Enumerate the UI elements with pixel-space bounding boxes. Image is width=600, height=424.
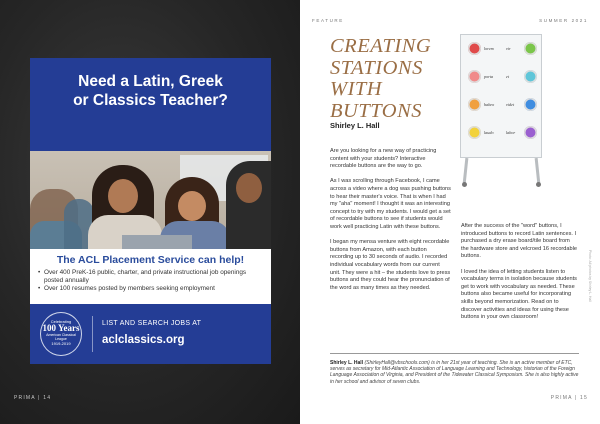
board-word: lorem	[484, 46, 494, 51]
paragraph: I began my mensa venture with eight recordable buttons from Amazon, with each button recording up to 30 seconds of audio. I recorded individual vocabulary words from our current unit. They were a hit – the students love to press buttons and they could hear the pronunciation of the word as many times as they needed.	[330, 239, 451, 291]
recordable-button-icon	[468, 98, 481, 111]
recordable-button-icon	[524, 70, 537, 83]
centennial-seal-icon	[40, 312, 82, 356]
board-wheel	[536, 182, 541, 187]
ad-headline	[30, 72, 271, 110]
photo-credit: Photo: All photos by Shirley L. Hall	[588, 250, 592, 302]
recordable-button-icon	[524, 98, 537, 111]
ad-divider	[92, 316, 93, 352]
board-word: porta	[484, 74, 494, 79]
photo-face	[236, 173, 262, 203]
title-line: STATIONS	[330, 56, 423, 79]
ad-cta: LIST AND SEARCH JOBS AT	[102, 320, 202, 327]
bio-text: (ShirleyHall@vbschools.com) is in her 21st year of teaching. She is an active member of ETC, serves as secretary for Mid-Atlantic Association of Language Learning and Technology, historian of the Foreign Language Association of Virginia, and President of the Tidewater Classical Symposium. She is also highly active in her school and advisor of seven clubs.	[330, 360, 579, 385]
seal-years: 1919-2019	[51, 341, 71, 346]
board-word: laudo	[484, 130, 494, 135]
author-byline: Shirley L. Hall	[330, 121, 380, 130]
recordable-button-icon	[524, 42, 537, 55]
title-line: BUTTONS	[330, 99, 422, 122]
issue-label: SUMMER 2021	[539, 18, 588, 23]
ad-service-title: The ACL Placement Service can help!	[56, 254, 245, 266]
ad-header	[30, 58, 271, 151]
recordable-button-icon	[524, 126, 537, 139]
seal-main: 100 Years	[42, 323, 80, 333]
ad-headline-line2: or Classics Teacher?	[73, 92, 228, 109]
ad-details	[30, 249, 271, 304]
article-title	[330, 36, 470, 122]
photo-face	[178, 191, 206, 221]
board-leg	[535, 158, 541, 184]
recordable-button-icon	[468, 70, 481, 83]
page-footer-left: PRIMA | 14	[14, 395, 52, 401]
author-bio	[330, 360, 579, 385]
page-footer-right: PRIMA | 15	[550, 395, 588, 401]
ad-headline-line1: Need a Latin, Greek	[78, 73, 223, 90]
recordable-button-icon	[468, 42, 481, 55]
paragraph: I loved the idea of letting students listen to vocabulary terms in isolation because students get to work with vocabulary as needed. These buttons also became useful for incorporating skills beyond memorization. Read on to discover activities and ideas for using these buttons in your own classroom!	[461, 268, 577, 321]
ad-bullet: • Over 400 PreK-16 public, charter, and private instructional job openings posted annually	[38, 269, 263, 285]
board-word: videt	[506, 102, 515, 107]
ad-bullet: • Over 100 resumes posted by members seeking employment	[38, 285, 263, 293]
ad-footer	[30, 304, 271, 364]
title-line: CREATING	[330, 35, 432, 57]
board-word: vir	[506, 46, 511, 51]
board-word: habeo	[484, 102, 495, 107]
board-wheel	[462, 182, 467, 187]
bio-divider	[330, 353, 579, 354]
section-label: FEATURE	[312, 18, 344, 23]
paragraph: Are you looking for a new way of practicing content with your students? Interactive recordable buttons are the way to go.	[330, 148, 437, 170]
job-ad	[30, 58, 271, 364]
column-left	[330, 148, 451, 300]
right-page	[300, 0, 600, 424]
paragraph: As I was scrolling through Facebook, I came across a video where a dog was pushing buttons to hear their master's voice. That is when I had my "aha" moment! I thought it was an interesting concept to try with my students. I would get a set of recordable buttons to see if students would work well practicing Latin with these buttons.	[330, 178, 451, 230]
board-word: et	[506, 74, 510, 79]
board-word: labor	[506, 130, 516, 135]
ad-url-link[interactable]: aclclassics.org	[102, 334, 185, 346]
column-right	[461, 223, 579, 329]
board-leg	[463, 158, 469, 184]
ad-photo	[30, 151, 271, 249]
title-line: WITH	[330, 78, 383, 100]
photo-face	[108, 179, 138, 213]
photo-laptop	[122, 235, 192, 249]
bio-name: Shirley L. Hall	[330, 360, 364, 366]
seal-top: Celebrating	[50, 319, 72, 324]
recordable-button-icon	[468, 126, 481, 139]
seal-sub: American Classical League	[46, 333, 76, 341]
whiteboard-photo	[456, 30, 586, 180]
paragraph: After the success of the "word" buttons, I introduced buttons to record Latin sentences. I purchased a dry erase board/tile board from the hardware store and velcroed 16 recordable buttons.	[461, 223, 577, 260]
